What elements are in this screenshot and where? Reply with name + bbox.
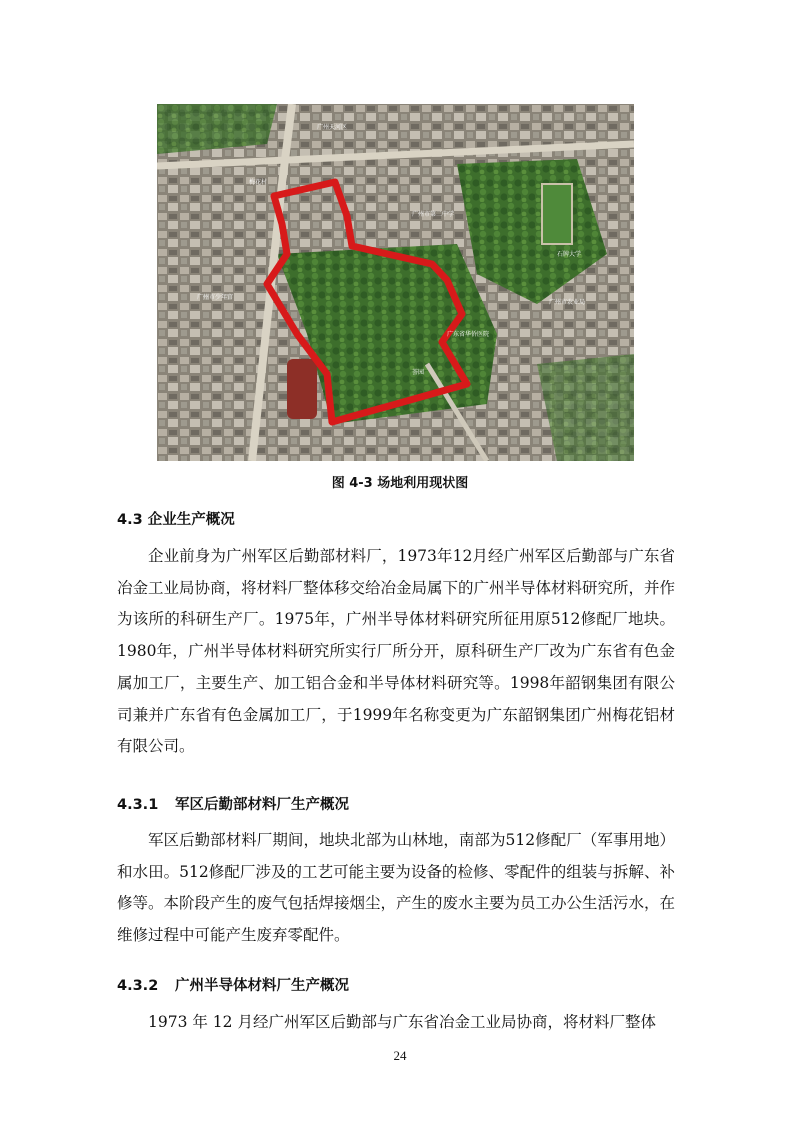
section-number: 4.3.2: [117, 978, 159, 994]
section-title: 军区后勤部材料厂生产概况: [175, 797, 349, 813]
map-label: 梅花村: [249, 179, 268, 186]
map-label: 石牌大学: [557, 251, 582, 258]
map-label: 广州天河区: [317, 124, 348, 131]
page-number: 24: [393, 1048, 407, 1063]
map-label: 广东省华侨医院: [447, 331, 490, 338]
section-heading-4-3-2: [117, 974, 349, 995]
section-4-3-paragraph: 企业前身为广州军区后勤部材料厂，1973年12月经广州军区后勤部与广东省冶金工业局协商，将材料厂整体移交给冶金局属下的广州半导体材料研究所，并作为该所的科研生产厂。1975年，广州半导体材料研究所征用原512修配厂地块。1980年，广州半导体材料研究所实行厂所分开，原科研生产厂改为广东省有色金属加工厂，主要生产、加工铝合金和半导体材料研究等。1998年韶钢集团有限公司兼并广东省有色金属加工厂，于1999年名称变更为广东韶钢集团广州梅花铝材有限公司。: [117, 547, 676, 756]
section-4-3-1-paragraph: 军区后勤部材料厂期间，地块北部为山林地，南部为512修配厂（军事用地）和水田。512修配厂涉及的工艺可能主要为设备的检修、零配件的组装与拆解、补修等。本阶段产生的废气包括焊接烟尘，产生的废水主要为员工办公生活污水，在维修过程中可能产生废弃零配件。: [117, 831, 676, 945]
map-label: 广州市少年宫: [197, 294, 234, 301]
map-label: 荟园: [412, 369, 425, 376]
satellite-map: [157, 104, 634, 461]
section-heading-4-3-1: [117, 793, 349, 814]
figure-caption: 图 4-3 场地利用现状图: [331, 476, 469, 491]
site-map-figure: [157, 104, 634, 461]
map-label: 广州市第二中学: [412, 211, 455, 218]
section-4-3-2-paragraph: 1973 年 12 月经广州军区后勤部与广东省冶金工业局协商，将材料厂整体: [148, 1013, 656, 1031]
section-title: 广州半导体材料厂生产概况: [175, 978, 349, 994]
section-number: 4.3.1: [117, 797, 159, 813]
section-heading-4-3: 4.3 企业生产概况: [117, 512, 235, 528]
map-label: 广州市农业局: [549, 299, 586, 306]
